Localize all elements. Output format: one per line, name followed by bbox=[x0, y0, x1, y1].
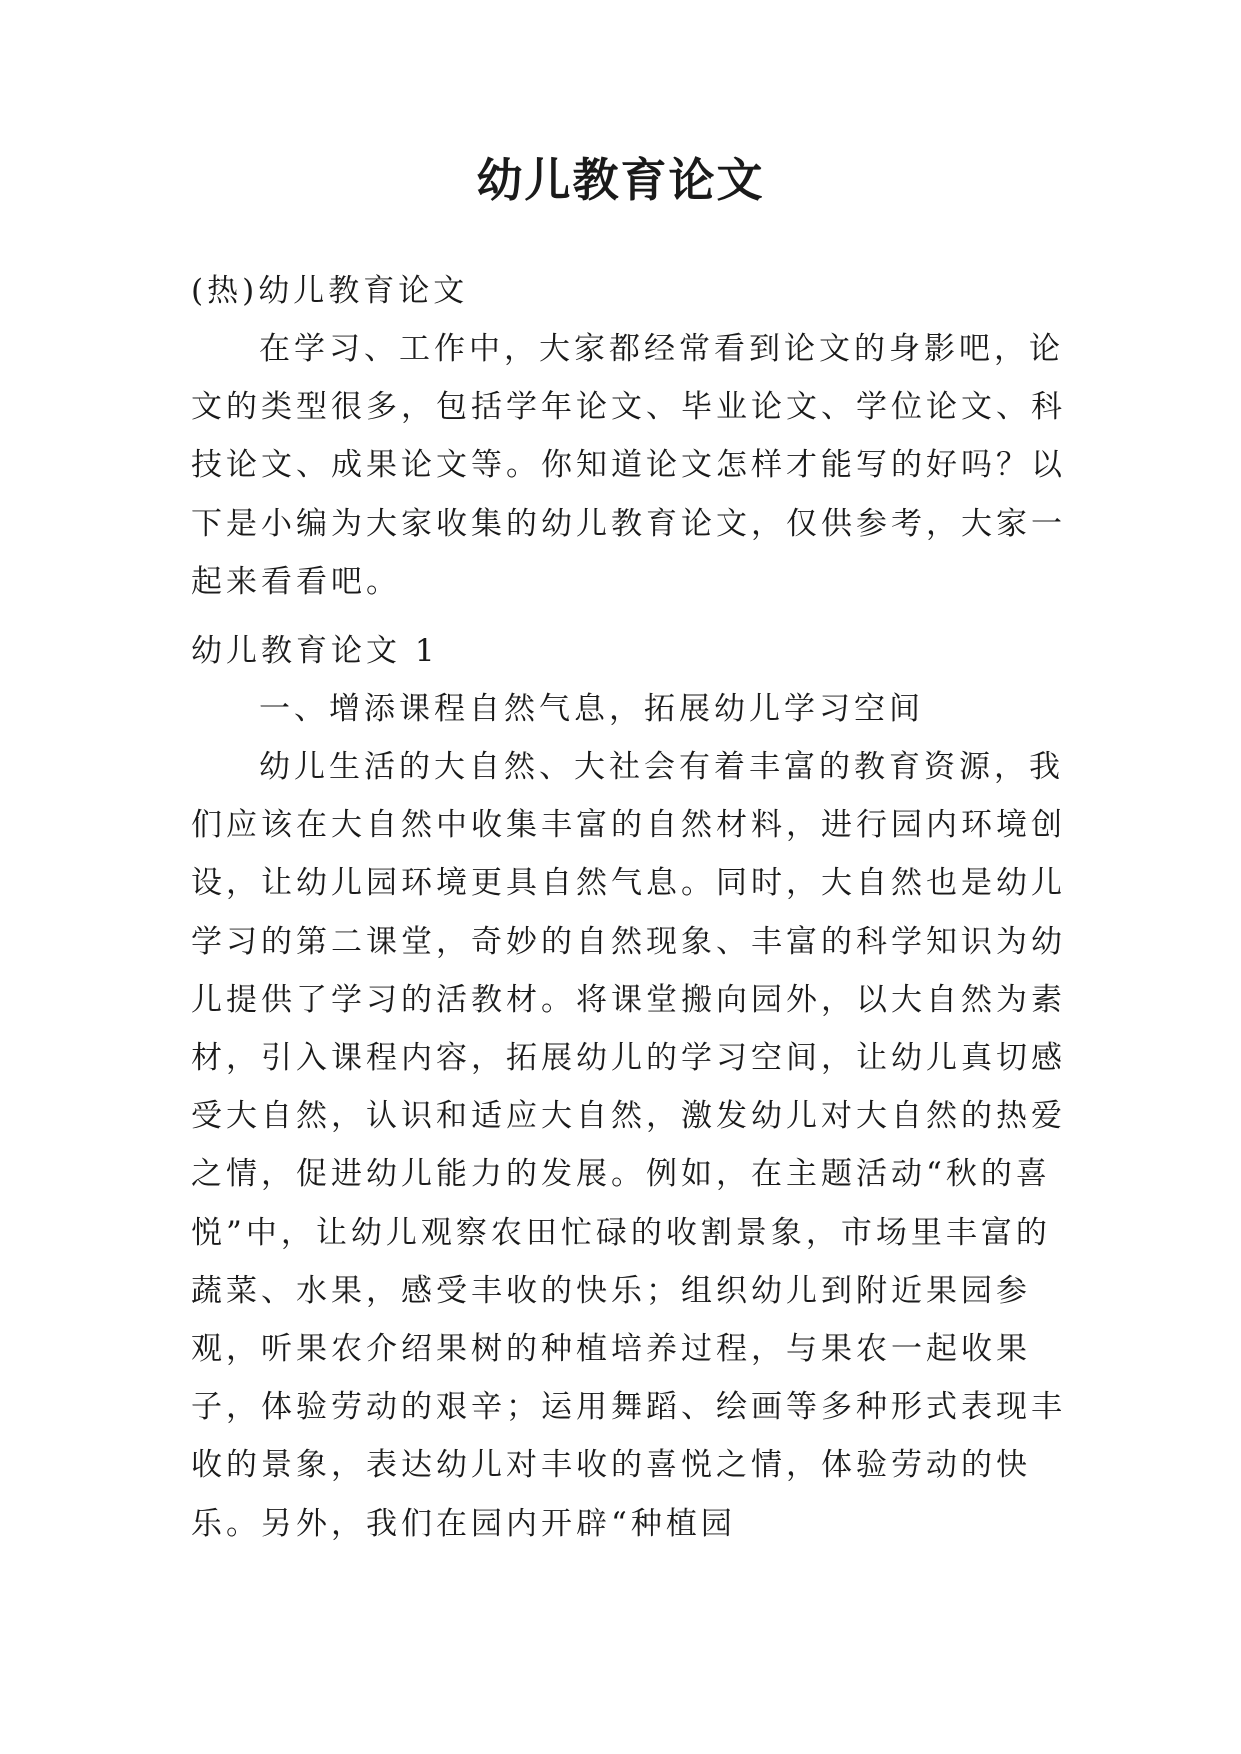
section-heading: 一、增添课程自然气息，拓展幼儿学习空间 bbox=[259, 691, 924, 727]
document-title: 幼儿教育论文 bbox=[476, 153, 765, 207]
section-title: 幼儿教育论文 1 bbox=[191, 633, 439, 669]
document-subtitle: (热)幼儿教育论文 bbox=[191, 273, 469, 309]
body-paragraph: 幼儿生活的大自然、大社会有着丰富的教育资源，我们应该在大自然中收集丰富的自然材料，进行园内环境创设，让幼儿园环境更具自然气息。同时，大自然也是幼儿学习的第二课堂，奇妙的自然现象、丰富的科学知识为幼儿提供了学习的活教材。将课堂搬向园外，以大自然为素材，引入课程内容，拓展幼儿的学习空间，让幼儿真切感受大自然，认识和适应大自然，激发幼儿对大自然的热爱之情，促进幼儿能力的发展。例如，在主题活动“秋的喜悦”中，让幼儿观察农田忙碌的收割景象，市场里丰富的蔬菜、水果，感受丰收的快乐；组织幼儿到附近果园参观，听果农介绍果树的种植培养过程，与果农一起收果子，体验劳动的艰辛；运用舞蹈、绘画等多种形式表现丰收的景象，表达幼儿对丰收的喜悦之情，体验劳动的快乐。另外，我们在园内开辟“种植园 bbox=[191, 749, 1066, 1542]
intro-paragraph: 在学习、工作中，大家都经常看到论文的身影吧，论文的类型很多，包括学年论文、毕业论文、学位论文、科技论文、成果论文等。你知道论文怎样才能写的好吗？以下是小编为大家收集的幼儿教育论文，仅供参考，大家一起来看看吧。 bbox=[191, 331, 1066, 600]
